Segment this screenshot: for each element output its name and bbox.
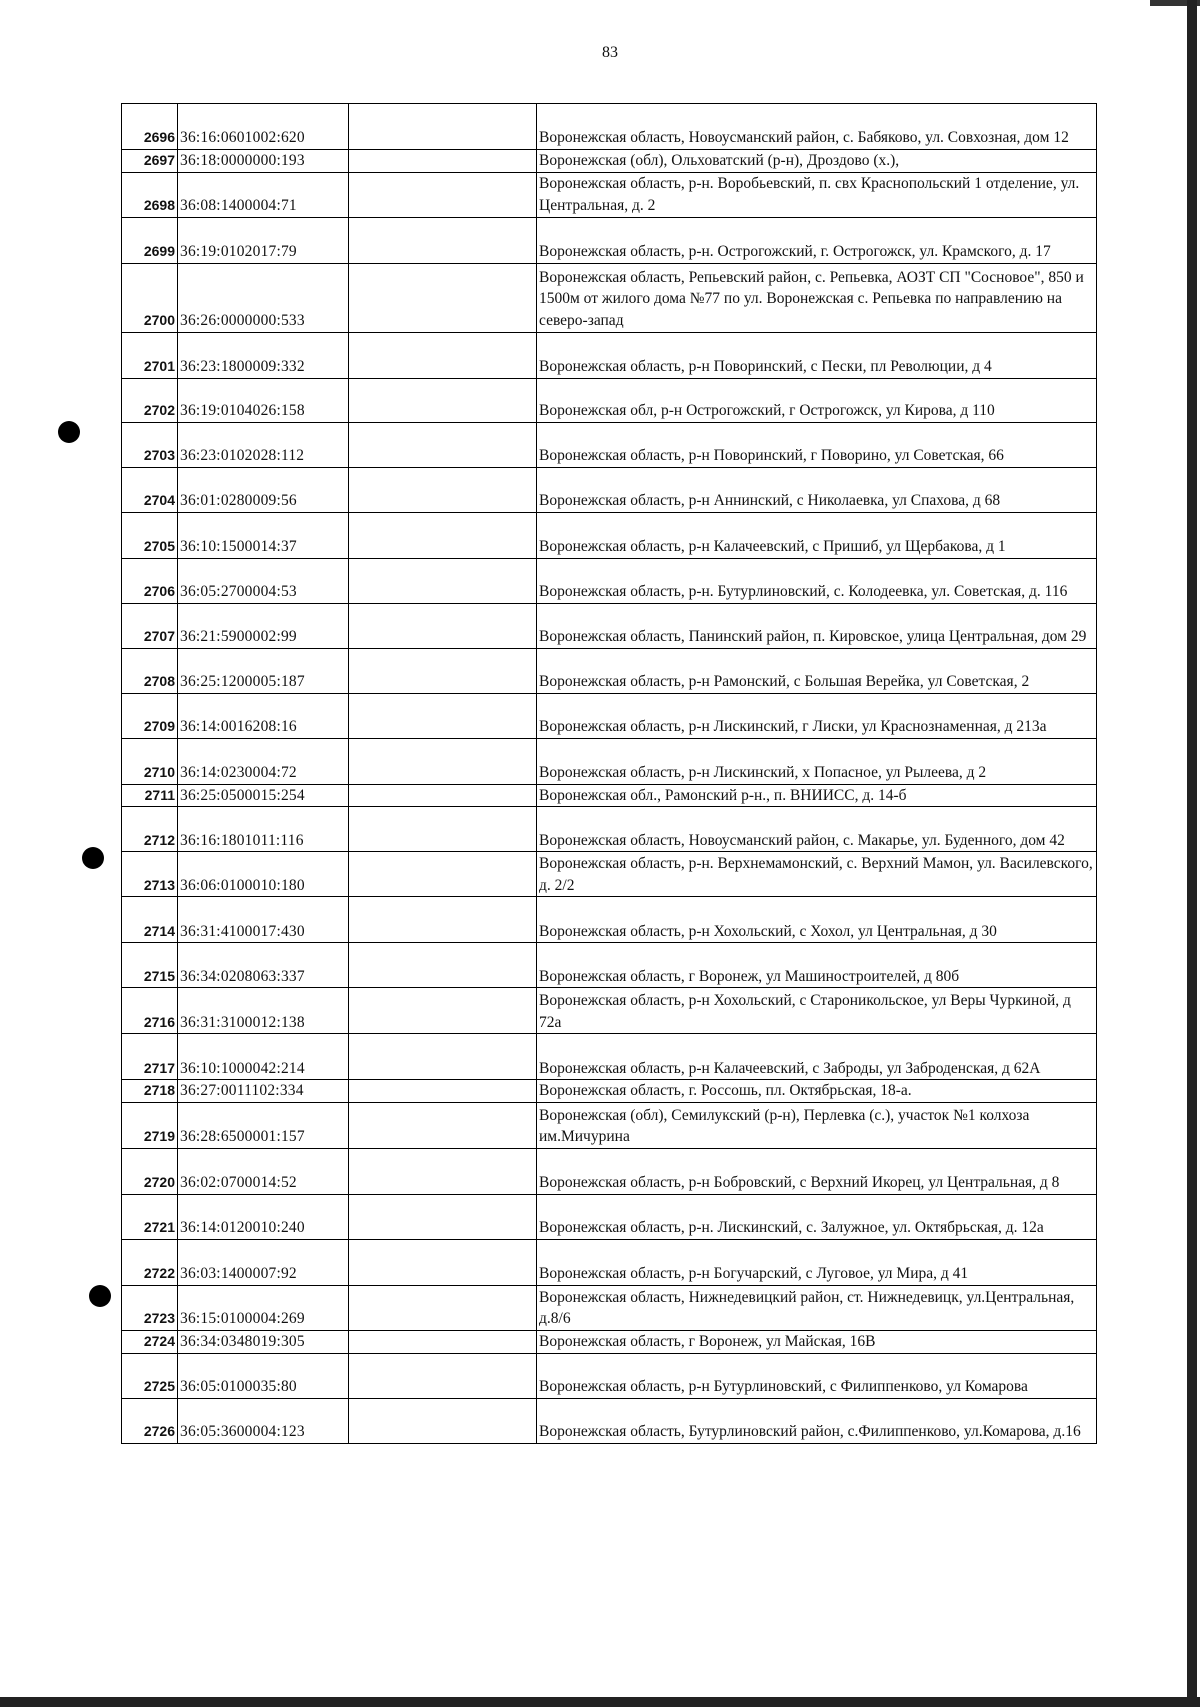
row-number: 2707 <box>122 603 178 648</box>
row-number: 2722 <box>122 1240 178 1286</box>
cadastral-number: 36:18:0000000:193 <box>178 150 349 173</box>
address-cell: Воронежская область, г Воронеж, ул Машиностроителей, д 80б <box>537 943 1097 988</box>
cadastral-number: 36:34:0208063:337 <box>178 943 349 988</box>
row-number: 2697 <box>122 150 178 173</box>
table-row <box>122 693 1097 738</box>
empty-cell <box>349 1240 537 1286</box>
row-number: 2725 <box>122 1353 178 1398</box>
cadastral-number: 36:08:1400004:71 <box>178 172 349 217</box>
empty-cell <box>349 332 537 378</box>
address-cell: Воронежская область, г Воронеж, ул Майская, 16В <box>537 1331 1097 1354</box>
empty-cell <box>349 217 537 263</box>
cadastral-number: 36:27:0011102:334 <box>178 1080 349 1103</box>
table-row <box>122 784 1097 807</box>
row-number: 2711 <box>122 784 178 807</box>
empty-cell <box>349 172 537 217</box>
table-row <box>122 1195 1097 1240</box>
cadastral-number: 36:34:0348019:305 <box>178 1331 349 1354</box>
table-row <box>122 988 1097 1034</box>
address-cell: Воронежская область, Нижнедевицкий район, ст. Нижнедевицк, ул.Центральная, д.8/6 <box>537 1286 1097 1331</box>
empty-cell <box>349 263 537 332</box>
row-number: 2715 <box>122 943 178 988</box>
address-cell: Воронежская область, р-н. Бутурлиновский, с. Колодеевка, ул. Советская, д. 116 <box>537 558 1097 603</box>
cadastral-number: 36:14:0016208:16 <box>178 693 349 738</box>
row-number: 2721 <box>122 1195 178 1240</box>
table-row <box>122 648 1097 693</box>
table-row <box>122 1080 1097 1103</box>
cadastral-number: 36:21:5900002:99 <box>178 603 349 648</box>
address-cell: Воронежская область, р-н Калачеевский, с Заброды, ул Заброденская, д 62А <box>537 1034 1097 1080</box>
empty-cell <box>349 1331 537 1354</box>
empty-cell <box>349 897 537 943</box>
table-row <box>122 807 1097 852</box>
address-cell: Воронежская область, р-н Бобровский, с Верхний Икорец, ул Центральная, д 8 <box>537 1149 1097 1195</box>
cadastral-number: 36:06:0100010:180 <box>178 852 349 897</box>
empty-cell <box>349 1034 537 1080</box>
row-number: 2718 <box>122 1080 178 1103</box>
empty-cell <box>349 1195 537 1240</box>
cadastral-number: 36:28:6500001:157 <box>178 1103 349 1149</box>
cadastral-number: 36:14:0120010:240 <box>178 1195 349 1240</box>
empty-cell <box>349 988 537 1034</box>
table-row <box>122 332 1097 378</box>
row-number: 2700 <box>122 263 178 332</box>
cadastral-number: 36:10:1000042:214 <box>178 1034 349 1080</box>
table-row <box>122 1286 1097 1331</box>
address-cell: Воронежская область, Бутурлиновский район, с.Филиппенково, ул.Комарова, д.16 <box>537 1398 1097 1443</box>
table-row <box>122 558 1097 603</box>
punch-hole-mark <box>82 847 104 869</box>
cadastral-number: 36:05:0100035:80 <box>178 1353 349 1398</box>
empty-cell <box>349 1080 537 1103</box>
row-number: 2710 <box>122 738 178 784</box>
table-row <box>122 1034 1097 1080</box>
cadastral-number: 36:26:0000000:533 <box>178 263 349 332</box>
table-row <box>122 1398 1097 1443</box>
row-number: 2720 <box>122 1149 178 1195</box>
cadastral-number: 36:25:1200005:187 <box>178 648 349 693</box>
table-row <box>122 104 1097 150</box>
scan-edge-bottom <box>0 1697 1200 1707</box>
table-row <box>122 172 1097 217</box>
row-number: 2714 <box>122 897 178 943</box>
empty-cell <box>349 378 537 422</box>
address-cell: Воронежская область, г. Россошь, пл. Октябрьская, 18-а. <box>537 1080 1097 1103</box>
cadastral-number: 36:05:3600004:123 <box>178 1398 349 1443</box>
row-number: 2708 <box>122 648 178 693</box>
row-number: 2706 <box>122 558 178 603</box>
row-number: 2698 <box>122 172 178 217</box>
cadastral-number: 36:05:2700004:53 <box>178 558 349 603</box>
address-cell: Воронежская область, р-н Калачеевский, с Пришиб, ул Щербакова, д 1 <box>537 512 1097 558</box>
table-row <box>122 852 1097 897</box>
address-cell: Воронежская обл., Рамонский р-н., п. ВНИИСС, д. 14-б <box>537 784 1097 807</box>
table-row <box>122 1353 1097 1398</box>
empty-cell <box>349 150 537 173</box>
row-number: 2702 <box>122 378 178 422</box>
address-cell: Воронежская область, р-н Лискинский, х Попасное, ул Рылеева, д 2 <box>537 738 1097 784</box>
empty-cell <box>349 852 537 897</box>
address-cell: Воронежская область, р-н Поворинский, с Пески, пл Революции, д 4 <box>537 332 1097 378</box>
empty-cell <box>349 1398 537 1443</box>
table-row <box>122 943 1097 988</box>
property-register-table <box>121 103 1097 1444</box>
cadastral-number: 36:03:1400007:92 <box>178 1240 349 1286</box>
empty-cell <box>349 467 537 512</box>
cadastral-number: 36:02:0700014:52 <box>178 1149 349 1195</box>
table-row <box>122 1149 1097 1195</box>
row-number: 2712 <box>122 807 178 852</box>
row-number: 2703 <box>122 422 178 467</box>
row-number: 2726 <box>122 1398 178 1443</box>
row-number: 2717 <box>122 1034 178 1080</box>
address-cell: Воронежская область, р-н Рамонский, с Большая Верейка, ул Советская, 2 <box>537 648 1097 693</box>
row-number: 2701 <box>122 332 178 378</box>
address-cell: Воронежская (обл), Семилукский (р-н), Перлевка (с.), участок №1 колхоза им.Мичурина <box>537 1103 1097 1149</box>
table-row <box>122 897 1097 943</box>
empty-cell <box>349 1286 537 1331</box>
row-number: 2699 <box>122 217 178 263</box>
table-row <box>122 1240 1097 1286</box>
table-row <box>122 603 1097 648</box>
address-cell: Воронежская область, р-н Поворинский, г Поворино, ул Советская, 66 <box>537 422 1097 467</box>
cadastral-number: 36:10:1500014:37 <box>178 512 349 558</box>
empty-cell <box>349 558 537 603</box>
table-row <box>122 217 1097 263</box>
cadastral-number: 36:14:0230004:72 <box>178 738 349 784</box>
row-number: 2724 <box>122 1331 178 1354</box>
cadastral-number: 36:16:0601002:620 <box>178 104 349 150</box>
address-cell: Воронежская область, Новоусманский район, с. Макарье, ул. Буденного, дом 42 <box>537 807 1097 852</box>
table-row <box>122 1331 1097 1354</box>
empty-cell <box>349 512 537 558</box>
address-cell: Воронежская область, р-н. Верхнемамонский, с. Верхний Мамон, ул. Василевского, д. 2/2 <box>537 852 1097 897</box>
row-number: 2716 <box>122 988 178 1034</box>
address-cell: Воронежская область, р-н Хохольский, с Староникольское, ул Веры Чуркиной, д 72а <box>537 988 1097 1034</box>
address-cell: Воронежская обл, р-н Острогожский, г Острогожск, ул Кирова, д 110 <box>537 378 1097 422</box>
row-number: 2704 <box>122 467 178 512</box>
address-cell: Воронежская (обл), Ольховатский (р-н), Дроздово (х.), <box>537 150 1097 173</box>
address-cell: Воронежская область, р-н Богучарский, с Луговое, ул Мира, д 41 <box>537 1240 1097 1286</box>
cadastral-number: 36:01:0280009:56 <box>178 467 349 512</box>
empty-cell <box>349 1353 537 1398</box>
cadastral-number: 36:23:1800009:332 <box>178 332 349 378</box>
register-table-body <box>122 104 1097 1444</box>
address-cell: Воронежская область, р-н Хохольский, с Хохол, ул Центральная, д 30 <box>537 897 1097 943</box>
empty-cell <box>349 784 537 807</box>
row-number: 2705 <box>122 512 178 558</box>
cadastral-number: 36:16:1801011:116 <box>178 807 349 852</box>
empty-cell <box>349 603 537 648</box>
address-cell: Воронежская область, Панинский район, п. Кировское, улица Центральная, дом 29 <box>537 603 1097 648</box>
empty-cell <box>349 943 537 988</box>
table-row <box>122 422 1097 467</box>
cadastral-number: 36:31:4100017:430 <box>178 897 349 943</box>
empty-cell <box>349 648 537 693</box>
empty-cell <box>349 422 537 467</box>
address-cell: Воронежская область, р-н Лискинский, г Лиски, ул Краснознаменная, д 213а <box>537 693 1097 738</box>
address-cell: Воронежская область, р-н. Острогожский, г. Острогожск, ул. Крамского, д. 17 <box>537 217 1097 263</box>
scan-edge-right <box>1187 0 1197 1707</box>
address-cell: Воронежская область, р-н. Лискинский, с. Залужное, ул. Октябрьская, д. 12а <box>537 1195 1097 1240</box>
punch-hole-mark <box>89 1285 111 1307</box>
empty-cell <box>349 1103 537 1149</box>
punch-hole-mark <box>58 421 80 443</box>
row-number: 2709 <box>122 693 178 738</box>
cadastral-number: 36:15:0100004:269 <box>178 1286 349 1331</box>
row-number: 2723 <box>122 1286 178 1331</box>
table-row <box>122 1103 1097 1149</box>
table-row <box>122 150 1097 173</box>
table-row <box>122 467 1097 512</box>
cadastral-number: 36:19:0102017:79 <box>178 217 349 263</box>
empty-cell <box>349 104 537 150</box>
empty-cell <box>349 693 537 738</box>
address-cell: Воронежская область, р-н. Воробьевский, п. свх Краснопольский 1 отделение, ул. Центральная, д. 2 <box>537 172 1097 217</box>
table-row <box>122 512 1097 558</box>
address-cell: Воронежская область, р-н Бутурлиновский, с Филиппенково, ул Комарова <box>537 1353 1097 1398</box>
cadastral-number: 36:25:0500015:254 <box>178 784 349 807</box>
row-number: 2719 <box>122 1103 178 1149</box>
empty-cell <box>349 807 537 852</box>
address-cell: Воронежская область, Новоусманский район, с. Бабяково, ул. Совхозная, дом 12 <box>537 104 1097 150</box>
table-row <box>122 738 1097 784</box>
page-number: 83 <box>602 44 618 61</box>
cadastral-number: 36:31:3100012:138 <box>178 988 349 1034</box>
address-cell: Воронежская область, Репьевский район, с. Репьевка, АОЗТ СП "Сосновое", 850 и 1500м от жилого дома №77 по ул. Воронежская с. Репьевка по направлению на северо-запад <box>537 263 1097 332</box>
empty-cell <box>349 738 537 784</box>
row-number: 2713 <box>122 852 178 897</box>
empty-cell <box>349 1149 537 1195</box>
cadastral-number: 36:19:0104026:158 <box>178 378 349 422</box>
address-cell: Воронежская область, р-н Аннинский, с Николаевка, ул Спахова, д 68 <box>537 467 1097 512</box>
cadastral-number: 36:23:0102028:112 <box>178 422 349 467</box>
row-number: 2696 <box>122 104 178 150</box>
table-row <box>122 263 1097 332</box>
table-row <box>122 378 1097 422</box>
